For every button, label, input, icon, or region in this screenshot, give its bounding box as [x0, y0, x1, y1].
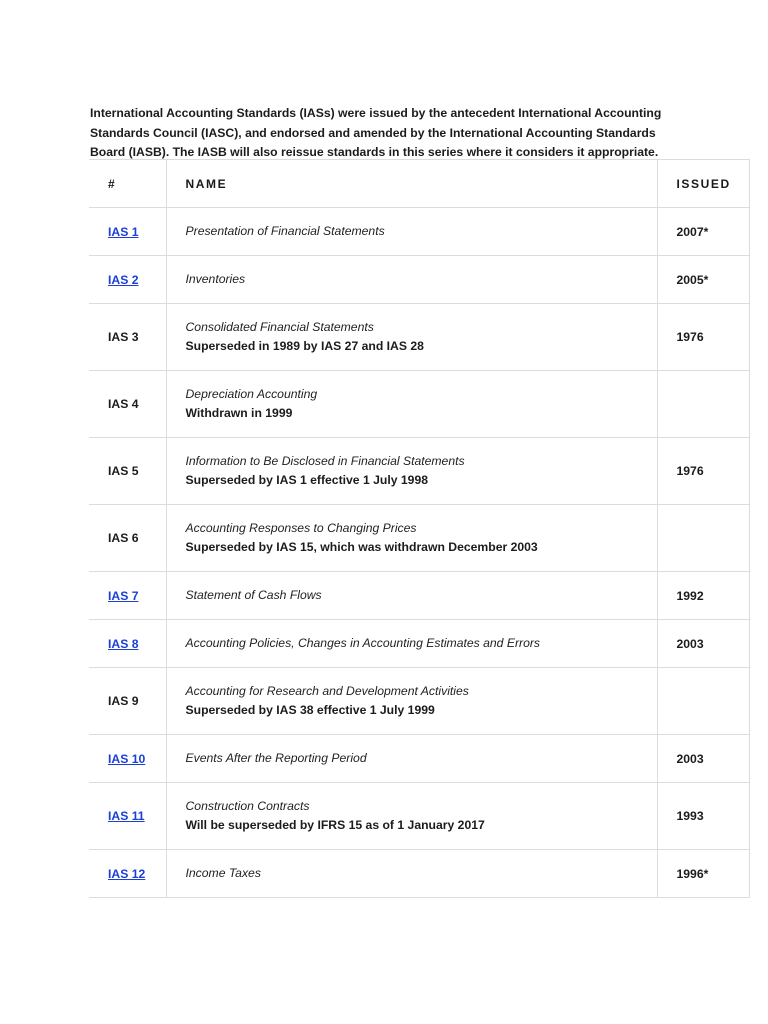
table-header-row [89, 160, 749, 208]
ias-table [89, 159, 750, 898]
standard-number-cell [89, 850, 166, 898]
standard-status-note: Superseded in 1989 by IAS 27 and IAS 28 [185, 339, 424, 353]
standard-name-cell [166, 505, 657, 572]
standard-link[interactable]: IAS 11 [108, 809, 145, 823]
standard-name-cell [166, 371, 657, 438]
table-row [89, 735, 749, 783]
standard-title: Depreciation Accounting [185, 387, 318, 401]
issued-year: 1996* [657, 850, 749, 898]
standard-name-cell [166, 850, 657, 898]
standard-name-cell [166, 735, 657, 783]
table-row [89, 256, 749, 304]
standard-number: IAS 5 [89, 438, 166, 505]
standard-number-cell [89, 208, 166, 256]
standard-status-note: Withdrawn in 1999 [185, 406, 293, 420]
issued-year: 2005* [657, 256, 749, 304]
standard-name-cell [166, 256, 657, 304]
standard-status-note: Superseded by IAS 15, which was withdrawn December 2003 [185, 540, 538, 554]
table-row [89, 783, 749, 850]
standard-link[interactable]: IAS 2 [108, 272, 139, 287]
table-row [89, 850, 749, 898]
standard-status-note: Will be superseded by IFRS 15 as of 1 January 2017 [185, 818, 485, 832]
header-number: # [89, 160, 166, 208]
issued-year [657, 668, 749, 735]
standard-link[interactable]: IAS 1 [108, 224, 139, 239]
standard-name-cell [166, 438, 657, 505]
standard-title: Statement of Cash Flows [185, 588, 322, 602]
standard-title: Accounting Responses to Changing Prices [185, 521, 417, 535]
header-issued: ISSUED [657, 160, 749, 208]
table-row [89, 438, 749, 505]
table-row [89, 505, 749, 572]
standard-link[interactable]: IAS 8 [108, 636, 139, 651]
standard-number-cell [89, 620, 166, 668]
standard-name-cell [166, 668, 657, 735]
header-name: NAME [166, 160, 657, 208]
standard-number: IAS 6 [89, 505, 166, 572]
standard-title: Construction Contracts [185, 799, 310, 813]
standard-status-note: Superseded by IAS 1 effective 1 July 1998 [185, 473, 429, 487]
standard-number-cell [89, 783, 166, 850]
issued-year [657, 505, 749, 572]
intro-paragraph: International Accounting Standards (IASs) were issued by the antecedent International Accounting Standards Council (IASC), and endorsed and amended by the International Accounting Standards Board (IASB). The IASB will also reissue standards in this series where it considers it appropriate. [90, 106, 662, 160]
standard-status-note: Superseded by IAS 38 effective 1 July 1999 [185, 703, 435, 717]
standard-name-cell [166, 620, 657, 668]
issued-year: 1992 [657, 572, 749, 620]
standard-name-cell [166, 208, 657, 256]
table-row [89, 572, 749, 620]
standard-title: Accounting Policies, Changes in Accounting Estimates and Errors [185, 636, 541, 650]
standard-title: Accounting for Research and Development Activities [185, 684, 469, 698]
standard-name-cell [166, 783, 657, 850]
standard-link[interactable]: IAS 7 [108, 588, 139, 603]
table-row [89, 620, 749, 668]
standard-number-cell [89, 735, 166, 783]
standard-title: Income Taxes [185, 866, 261, 880]
table-row [89, 668, 749, 735]
issued-year: 2003 [657, 620, 749, 668]
table-row [89, 371, 749, 438]
issued-year: 1993 [657, 783, 749, 850]
table-row [89, 208, 749, 256]
standard-title: Consolidated Financial Statements [185, 320, 374, 334]
standard-number: IAS 9 [89, 668, 166, 735]
standard-title: Presentation of Financial Statements [185, 224, 385, 238]
issued-year: 2003 [657, 735, 749, 783]
standard-title: Events After the Reporting Period [185, 751, 367, 765]
standard-title: Inventories [185, 272, 246, 286]
issued-year: 1976 [657, 304, 749, 371]
standard-name-cell [166, 572, 657, 620]
standard-name-cell [166, 304, 657, 371]
table-row [89, 304, 749, 371]
standard-title: Information to Be Disclosed in Financial Statements [185, 454, 465, 468]
standard-number: IAS 3 [89, 304, 166, 371]
issued-year: 1976 [657, 438, 749, 505]
standard-link[interactable]: IAS 12 [108, 866, 146, 881]
standard-number-cell [89, 572, 166, 620]
issued-year [657, 371, 749, 438]
standard-number-cell [89, 256, 166, 304]
standard-number: IAS 4 [89, 371, 166, 438]
standard-link[interactable]: IAS 10 [108, 751, 146, 766]
issued-year: 2007* [657, 208, 749, 256]
